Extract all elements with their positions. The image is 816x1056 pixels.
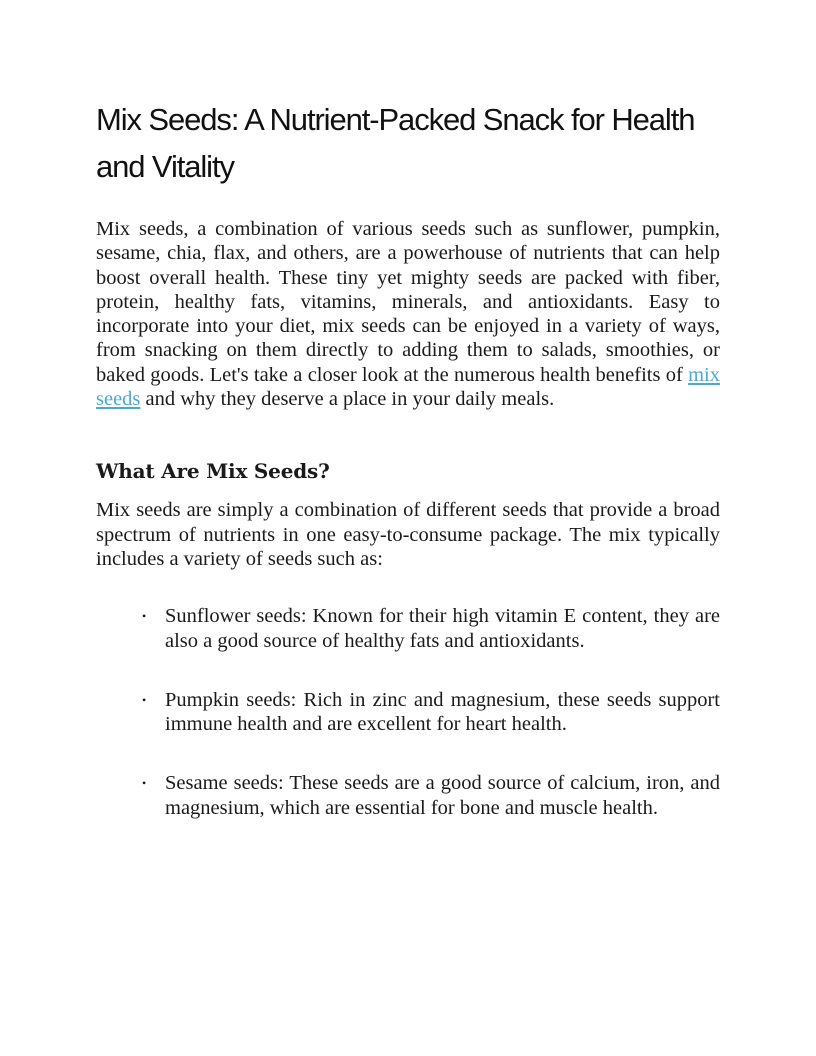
bullet-icon: • bbox=[142, 609, 147, 624]
list-item-text: Pumpkin seeds: Rich in zinc and magnesium, these seeds support immune health and are excellent for heart health. bbox=[165, 688, 720, 736]
bullet-icon: • bbox=[142, 776, 147, 791]
section-paragraph: Mix seeds are simply a combination of different seeds that provide a broad spectrum of nutrients in one easy-to-consume package. The mix typically includes a variety of seeds such as: bbox=[96, 499, 720, 570]
list-item bbox=[96, 771, 720, 820]
document-page bbox=[96, 96, 720, 855]
intro-paragraph bbox=[96, 217, 720, 411]
bullet-icon: • bbox=[142, 692, 147, 707]
intro-tail: and why they deserve a place in your daily meals. bbox=[140, 388, 555, 411]
document-title: Mix Seeds: A Nutrient-Packed Snack for Health and Vitality bbox=[96, 102, 695, 184]
intro-text: Mix seeds, a combination of various seeds such as sunflower, pumpkin, sesame, chia, flax, and others, are a powerhouse of nutrients that can help boost overall health. These tiny yet mighty seeds are packed with fiber, protein, healthy fats, vitamins, minerals, and antioxidants. Easy to incorporate into your diet, mix seeds can be enjoyed in a variety of ways, from snacking on them directly to adding them to salads, smoothies, or baked goods. Let's take a closer look at the numerous health benefits of bbox=[96, 218, 720, 386]
list-item bbox=[96, 604, 720, 653]
list-item bbox=[96, 688, 720, 737]
list-item-text: Sesame seeds: These seeds are a good source of calcium, iron, and magnesium, which are essential for bone and muscle health. bbox=[165, 772, 720, 819]
section-heading: What Are Mix Seeds? bbox=[96, 459, 330, 484]
mix-seeds-link[interactable]: mix seeds bbox=[96, 363, 720, 411]
list-item-text: Sunflower seeds: Known for their high vitamin E content, they are also a good source of healthy fats and antioxidants. bbox=[165, 605, 720, 652]
seed-list bbox=[96, 604, 720, 820]
